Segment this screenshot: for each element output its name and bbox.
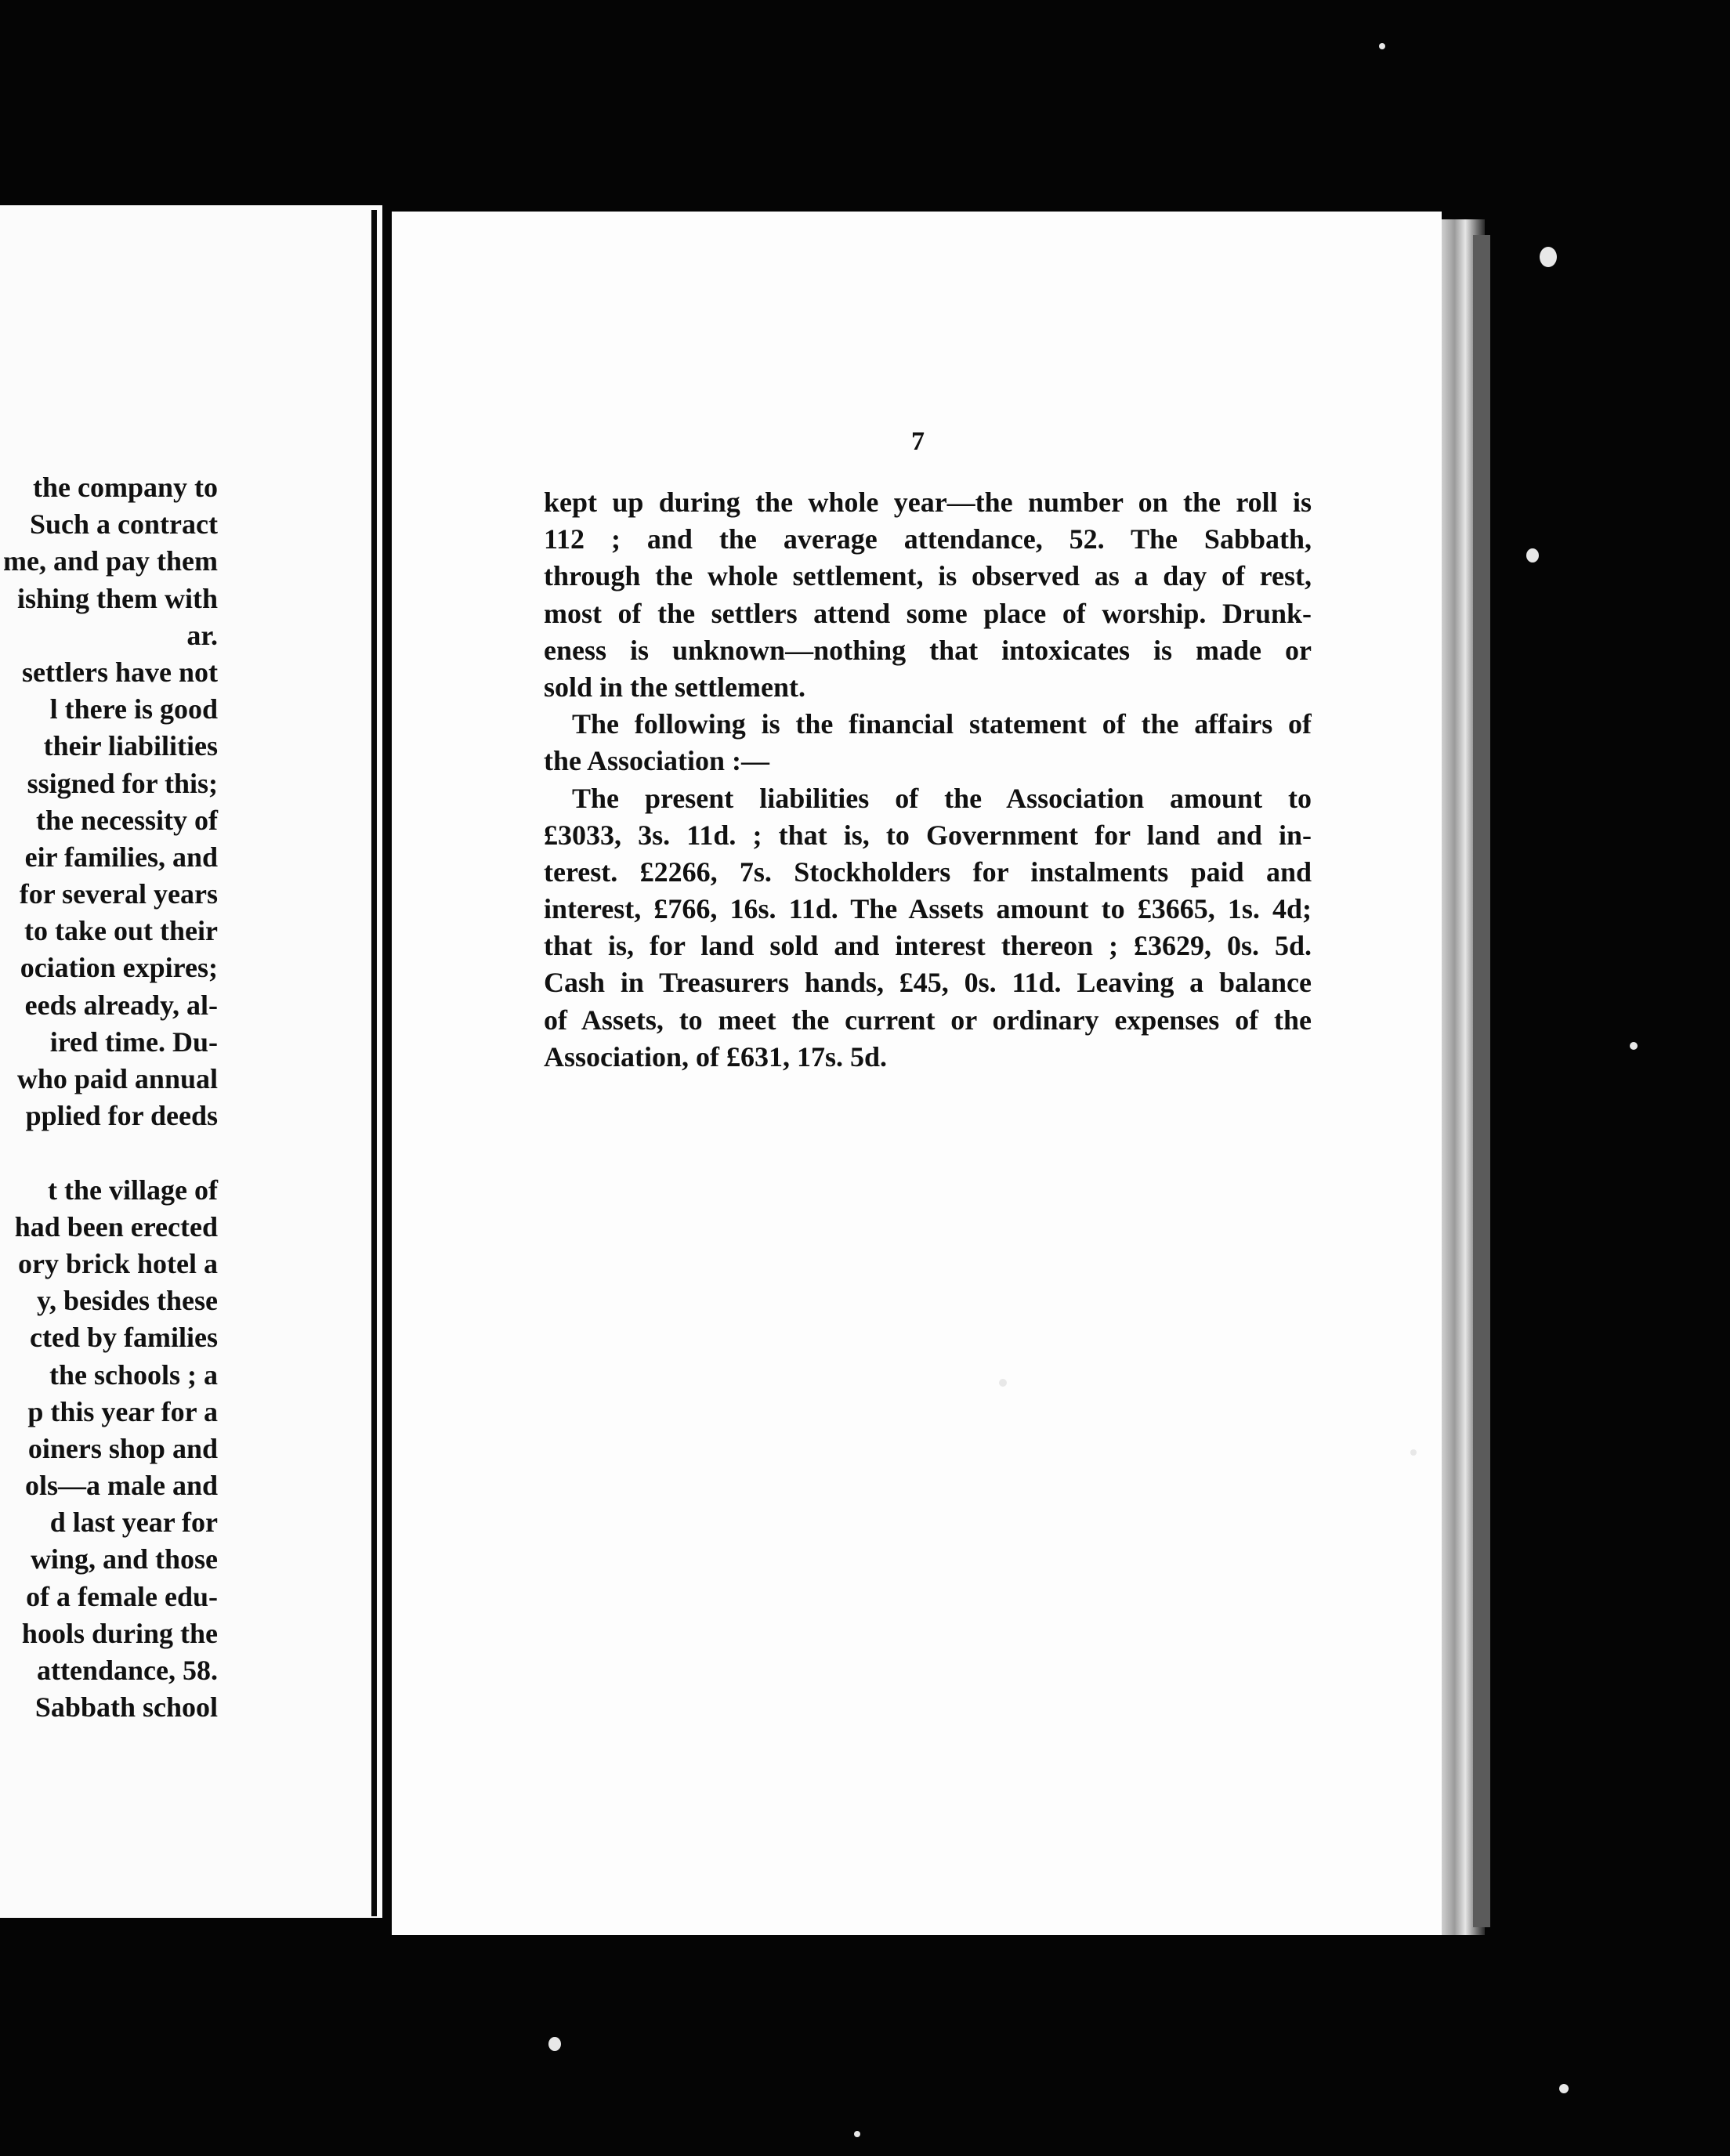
left-page-line: settlers have not [22,656,218,688]
dust-speck [1630,1042,1638,1050]
left-page-text [0,469,218,1726]
left-page-line: ociation expires; [20,952,218,984]
left-page-line: the schools ; a [49,1358,218,1391]
left-page-line: cted by families [30,1322,218,1354]
left-page-line: wing, and those [30,1543,218,1575]
left-page-line: who paid annual [16,1063,218,1094]
paragraph [544,484,1312,706]
left-page-line: eir families, and [24,841,218,873]
text-line: terest. £2266, 7s. Stockholders for instalments paid and [544,856,1312,888]
left-page-line: ar. [186,619,218,651]
dust-speck [1379,43,1385,49]
text-line: 112 ; and the average attendance, 52. The Sabbath, [544,523,1312,555]
paragraph [544,780,1312,1076]
text-line: most of the settlers attend some place of worship. Drunk- [544,597,1312,629]
text-line: kept up during the whole year—the number on the roll is [544,487,1312,518]
dust-speck [854,2131,860,2137]
left-page-line: t the village of [48,1174,218,1206]
dust-speck [999,1379,1007,1387]
text-line: £3033, 3s. 11d. ; that is, to Government for land and in- [544,819,1312,851]
dust-speck [1526,548,1539,563]
left-page-line: ssigned for this; [27,767,218,799]
left-page-line: the necessity of [36,804,218,836]
book-gutter [371,210,377,1916]
dust-speck [1410,1449,1417,1456]
dust-speck [548,2037,561,2051]
text-line: The following is the financial statement of the affairs of [572,708,1312,740]
dust-speck [1540,247,1557,267]
paragraph [544,706,1312,780]
left-page-line: their liabilities [43,730,218,762]
left-page-line: ory brick hotel a [18,1247,218,1279]
left-page-line: Such a contract [30,508,218,541]
left-page-line: ishing them with [16,582,218,614]
left-page-line: oiners shop and [27,1432,218,1464]
left-page-line: attendance, 58. [37,1655,218,1686]
left-page-line: of a female edu- [26,1580,218,1612]
text-line: Cash in Treasurers hands, £45, 0s. 11d. Leaving a balance [544,967,1312,999]
right-page-text [544,484,1312,1076]
left-page-line: eeds already, al- [24,989,218,1021]
left-page-line: to take out their [24,915,218,947]
page-edges-shadow [1473,235,1490,1927]
text-line: sold in the settlement. [544,671,805,703]
left-page-line: y, besides these [36,1285,218,1317]
text-line: through the whole settlement, is observed as a day of rest, [544,560,1312,592]
text-line: The present liabilities of the Association amount to [572,782,1312,814]
left-page-line: ols—a male and [24,1470,218,1502]
left-page-line: hools during the [21,1617,218,1649]
left-page-line [0,1134,218,1171]
text-line: of Assets, to meet the current or ordinary expenses of the [544,1004,1312,1036]
page-number: 7 [911,427,925,456]
left-page-line: Sabbath school [34,1691,218,1724]
left-page-line: l there is good [49,693,218,725]
left-page-line: d last year for [49,1507,218,1539]
text-line: the Association :— [544,745,769,777]
text-line: interest, £766, 16s. 11d. The Assets amount to £3665, 1s. 4d; [544,893,1312,925]
left-page-line: ired time. Du- [49,1026,218,1058]
text-line: eness is unknown—nothing that intoxicates is made or [544,634,1312,666]
left-page-line: me, and pay them [2,545,218,577]
left-page-line: pplied for deeds [25,1100,218,1132]
left-page-line: the company to [33,472,218,503]
left-page [0,205,382,1918]
left-page-line: had been erected [14,1210,218,1243]
text-line: that is, for land sold and interest thereon ; £3629, 0s. 5d. [544,930,1312,962]
text-line: Association, of £631, 17s. 5d. [544,1040,888,1073]
left-page-line: p this year for a [27,1395,218,1427]
dust-speck [1559,2084,1569,2093]
left-page-line: for several years [19,878,218,910]
